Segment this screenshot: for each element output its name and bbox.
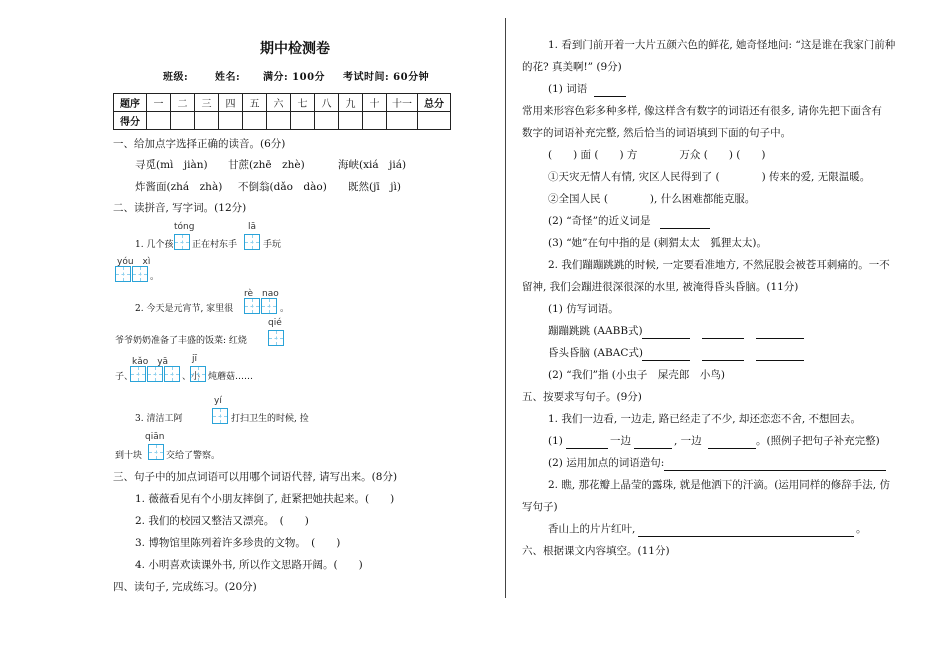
text: (2) “奇怪”的近义词是 — [548, 215, 651, 227]
question-item[interactable]: 3. 博物馆里陈列着许多珍贵的文物。 ( ) — [135, 537, 341, 549]
pinyin: lā — [248, 222, 257, 232]
text: 。 — [856, 523, 867, 535]
char-box[interactable] — [132, 266, 148, 282]
page-title: 期中检测卷 — [260, 41, 330, 57]
pinyin-choice[interactable]: 既然(jī jì) — [348, 181, 401, 193]
answer-line[interactable] — [566, 434, 608, 453]
class-label: 班级: — [163, 72, 189, 83]
section-2-heading: 二、读拼音, 写字词。(12分) — [113, 202, 247, 214]
table-cell: 三 — [195, 94, 219, 112]
text: (2) 运用加点的词语造句: — [548, 457, 665, 469]
pinyin-choice[interactable]: 海峡(xiá jiá) — [338, 159, 407, 171]
score-table-score-row — [114, 112, 451, 130]
score-cell[interactable] — [387, 112, 418, 130]
text: 写句子) — [522, 501, 558, 513]
text: , 一边 — [674, 435, 702, 447]
answer-line[interactable] — [702, 346, 744, 365]
score-cell[interactable] — [243, 112, 267, 130]
char-box[interactable] — [148, 444, 164, 460]
pinyin-choice[interactable]: 不倒翁(dǎo dào) — [238, 181, 327, 193]
pinyin: qié — [268, 318, 282, 328]
text: 2. 我们蹦蹦跳跳的时候, 一定要看准地方, 不然屁股会被苍耳刺痛的。一不 — [548, 259, 890, 271]
text: 到十块 — [115, 451, 143, 461]
text: (1) 词语 — [548, 83, 588, 95]
answer-line[interactable] — [660, 214, 710, 233]
text: 2. 今天是元宵节, 家里很 — [135, 304, 234, 314]
char-box[interactable] — [174, 234, 190, 250]
table-cell: 九 — [339, 94, 363, 112]
section-3-heading: 三、句子中的加点词语可以用哪个词语代替, 请写出来。(8分) — [113, 471, 398, 483]
table-cell: 一 — [147, 94, 171, 112]
text: 蹦蹦跳跳 (AABB式) — [548, 325, 643, 337]
char-box[interactable] — [261, 298, 277, 314]
table-cell: 四 — [219, 94, 243, 112]
answer-line[interactable] — [708, 434, 756, 453]
table-cell: 十一 — [387, 94, 418, 112]
text: 爷爷奶奶准备了丰盛的饭菜: 红烧 — [115, 336, 247, 346]
text: (1) 仿写词语。 — [548, 303, 619, 315]
text: 数字的词语补充完整, 然后恰当的词语填到下面的句子中。 — [522, 127, 792, 139]
answer-line[interactable] — [638, 522, 854, 541]
text: 一边 — [610, 435, 631, 447]
table-cell: 七 — [291, 94, 315, 112]
score-cell[interactable] — [315, 112, 339, 130]
char-box[interactable] — [190, 366, 206, 382]
text: 炖蘑菇…… — [208, 372, 254, 382]
text: 昏头昏脑 (ABAC式) — [548, 347, 643, 359]
score-cell[interactable] — [171, 112, 195, 130]
answer-line[interactable] — [664, 456, 886, 475]
text: 、小 — [182, 372, 201, 382]
table-cell: 八 — [315, 94, 339, 112]
char-box[interactable] — [212, 408, 228, 424]
full-score: 满分: 100分 — [263, 72, 326, 83]
table-cell: 得分 — [114, 112, 147, 130]
fill-blanks[interactable]: ( ) 面 ( ) 方 万众 ( ) ( ) — [548, 149, 766, 161]
answer-line[interactable] — [642, 346, 690, 365]
text: 子、 — [115, 372, 134, 382]
pinyin: qiān — [145, 432, 165, 442]
score-table-header-row — [114, 94, 451, 112]
table-cell: 二 — [171, 94, 195, 112]
table-cell: 六 — [267, 94, 291, 112]
pinyin: jī — [192, 354, 198, 364]
question-item[interactable]: ①天灾无情人有情, 灾区人民得到了 ( ) 传来的爱, 无限温暖。 — [548, 171, 871, 183]
answer-line[interactable] — [634, 434, 672, 453]
answer-line[interactable] — [642, 324, 690, 343]
text: 手玩 — [263, 240, 282, 250]
pinyin: yóu xì — [117, 257, 151, 267]
text: 3. 清洁工阿 — [135, 414, 183, 424]
pinyin: tóng — [174, 222, 195, 232]
char-box[interactable] — [130, 366, 146, 382]
pinyin: rè nao — [244, 289, 279, 299]
char-box[interactable] — [147, 366, 163, 382]
answer-line[interactable] — [594, 82, 626, 101]
char-box[interactable] — [115, 266, 131, 282]
answer-line[interactable] — [756, 324, 804, 343]
section-1-heading: 一、给加点字选择正确的读音。(6分) — [113, 138, 286, 150]
table-cell: 题序 — [114, 94, 147, 112]
score-cell[interactable] — [219, 112, 243, 130]
pinyin-choice[interactable]: 寻觅(mì jiàn) — [135, 159, 208, 171]
text: 1. 几个孩 — [135, 240, 174, 250]
score-cell[interactable] — [195, 112, 219, 130]
table-cell: 十 — [363, 94, 387, 112]
text: 1. 我们一边看, 一边走, 路已经走了不少, 却还恋恋不舍, 不想回去。 — [548, 413, 862, 425]
text: 香山上的片片红叶, — [548, 523, 636, 535]
score-table — [113, 93, 451, 130]
question-item[interactable]: 4. 小明喜欢读课外书, 所以作文思路开阔。( ) — [135, 559, 363, 571]
score-cell[interactable] — [363, 112, 387, 130]
char-box[interactable] — [244, 234, 260, 250]
question-item[interactable]: (2) “我们”指 (小虫子 屎壳郎 小鸟) — [548, 369, 725, 381]
name-label: 姓名: — [215, 72, 241, 83]
text: 2. 瞧, 那花瓣上晶莹的露珠, 就是他洒下的汗滴。(运用同样的修辞手法, 仿 — [548, 479, 890, 491]
pinyin: yí — [214, 396, 222, 406]
question-item[interactable]: ②全国人民 ( ), 什么困难都能克服。 — [548, 193, 756, 205]
question-item[interactable]: 1. 薇薇看见有个小朋友摔倒了, 赶紧把她扶起来。( ) — [135, 493, 395, 505]
char-box[interactable] — [268, 330, 284, 346]
question-item[interactable]: 2. 我们的校园又整洁又漂亮。 ( ) — [135, 515, 309, 527]
score-cell[interactable] — [267, 112, 291, 130]
section-5-heading: 五、按要求写句子。(9分) — [522, 391, 642, 403]
text: 的花? 真美啊!” (9分) — [522, 61, 622, 73]
table-cell: 总分 — [418, 94, 451, 112]
section-6-heading: 六、根据课文内容填空。(11分) — [522, 545, 670, 557]
text: 交给了警察。 — [166, 451, 221, 461]
char-box[interactable] — [164, 366, 180, 382]
text: 留神, 我们会蹦进很深很深的水里, 被淹得昏头昏脑。(11分) — [522, 281, 799, 293]
char-box[interactable] — [244, 298, 260, 314]
pinyin: kǎo yā — [132, 357, 169, 367]
column-divider — [505, 18, 506, 598]
exam-time: 考试时间: 60分钟 — [343, 72, 430, 83]
pinyin-choice[interactable]: 炸酱面(zhá zhà) — [135, 181, 223, 193]
score-cell[interactable] — [339, 112, 363, 130]
answer-line[interactable] — [756, 346, 804, 365]
text: (1) — [548, 435, 563, 447]
question-item[interactable]: (3) “她”在句中指的是 (刺猬太太 狐狸太太)。 — [548, 237, 767, 249]
score-cell[interactable] — [147, 112, 171, 130]
text: 正在村东手 — [192, 240, 238, 250]
section-4-heading: 四、读句子, 完成练习。(20分) — [113, 581, 257, 593]
text: 打扫卫生的时候, 捡 — [231, 414, 309, 424]
answer-line[interactable] — [702, 324, 744, 343]
score-cell[interactable] — [418, 112, 451, 130]
text: 。 — [150, 272, 160, 282]
text: 1. 看到门前开着一大片五颜六色的鲜花, 她奇怪地问: “这是谁在我家门前种 — [548, 39, 896, 51]
text: 。 — [280, 304, 290, 314]
table-cell: 五 — [243, 94, 267, 112]
text: 常用来形容色彩多种多样, 像这样含有数字的词语还有很多, 请你先把下面含有 — [522, 105, 882, 117]
pinyin-choice[interactable]: 甘蔗(zhē zhè) — [228, 159, 305, 171]
score-cell[interactable] — [291, 112, 315, 130]
text: 。(照例子把句子补充完整) — [756, 435, 880, 447]
